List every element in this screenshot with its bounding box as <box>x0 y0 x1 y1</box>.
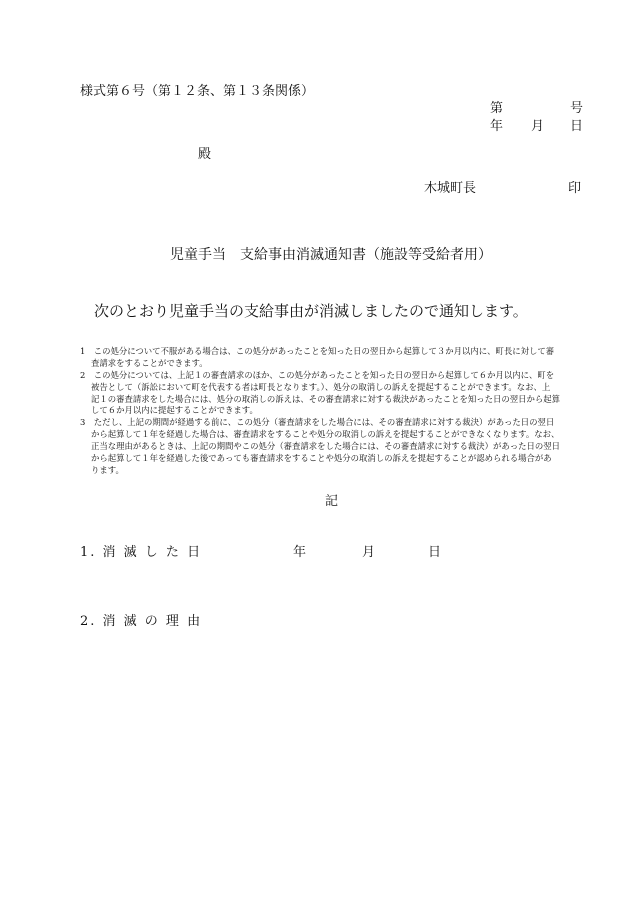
ki-heading: 記 <box>325 494 339 509</box>
note-line: 査請求をすることができます。 <box>80 357 208 368</box>
document-number-label: 第 <box>490 101 504 116</box>
addressee-suffix: 殿 <box>198 147 212 162</box>
lead-sentence: 次のとおり児童手当の支給事由が消滅しましたので通知します。 <box>94 302 528 320</box>
seal-mark: 印 <box>568 181 582 196</box>
item-extinction-reason-label: 2. 消 滅 の 理 由 <box>80 614 203 629</box>
item-extinction-date-year-label: 年 <box>293 545 307 560</box>
item-extinction-date-label: 1. 消 滅 し た 日 <box>80 545 203 560</box>
note-line: 1 この処分について不服がある場合は、この処分があったことを知った日の翌日から起算して３か月以内に、町長に対して審 <box>80 346 555 356</box>
note-line: 正当な理由があるときは、上記の期間やこの処分（審査請求をした場合には、その審査請求に対する裁決）があった日の翌日 <box>80 441 560 452</box>
appeal-notes <box>80 346 585 477</box>
note-line: から起算して１年を経過した後であっても審査請求をすることや処分の取消しの訴えを提起することが認められる場合があ <box>80 453 552 464</box>
issuer-name: 木城町長 <box>424 181 477 196</box>
issue-date-month-label: 月 <box>531 119 545 134</box>
issue-date-day-label: 日 <box>570 119 584 134</box>
item-extinction-date-day-label: 日 <box>428 545 442 560</box>
document-title: 児童手当 支給事由消滅通知書（施設等受給者用） <box>170 247 492 263</box>
form-number: 様式第６号（第１２条、第１３条関係） <box>80 84 315 99</box>
note-line: 3 ただし、上記の期間が経過する前に、この処分（審査請求をした場合には、その審査請求に対する裁決）があった日の翌日 <box>80 417 555 428</box>
note-line: 記１の審査請求をした場合には、処分の取消しの訴えは、その審査請求に対する裁決があったことを知った日の翌日から起算 <box>80 393 560 404</box>
document-number-suffix: 号 <box>570 101 584 116</box>
note-line: 2 この処分については、上記１の審査請求のほか、この処分があったことを知った日の翌日から起算して６か月以内に、町を <box>80 369 555 380</box>
item-extinction-date-month-label: 月 <box>362 545 376 560</box>
note-line: して６か月以内に提起することができます。 <box>80 405 258 416</box>
issue-date-year-label: 年 <box>490 119 504 134</box>
note-line: から起算して１年を経過した場合は、審査請求をすることや処分の取消しの訴えを提起することができなくなります。なお、 <box>80 429 560 440</box>
note-line: ります。 <box>80 464 124 475</box>
note-line: 被告として（訴訟において町を代表する者は町長となります。）、処分の取消しの訴えを提起することができます。なお、上 <box>80 381 551 392</box>
